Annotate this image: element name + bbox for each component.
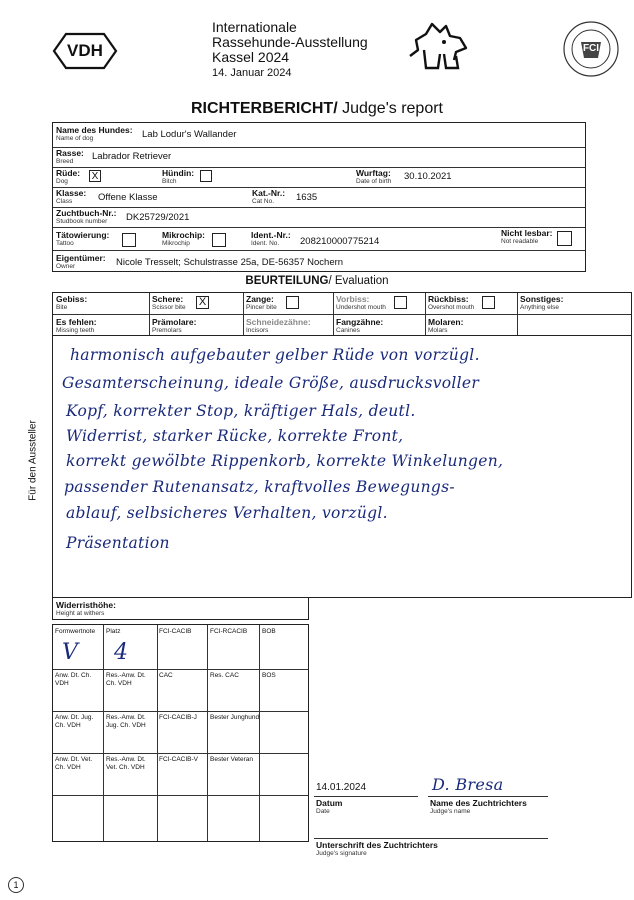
evaluation-line-6: passender Rutenansatz, kraftvolles Bewegungs-: [64, 478, 455, 496]
res-cac-label: Res. CAC: [210, 672, 239, 679]
male-label: Rüde: Dog: [56, 168, 81, 185]
judge-name-value: D. Bresa: [432, 775, 504, 794]
best-junior-label: Bester Junghund: [210, 714, 260, 721]
cat-value: 1635: [296, 192, 318, 203]
height-label: Widerristhöhe: Height at withers: [56, 600, 116, 617]
evaluation-line-4: Widerrist, starker Rücke, korrekte Front,: [66, 427, 404, 445]
class-value: Offene Klasse: [98, 192, 158, 203]
ident-label: Ident.-Nr.: Ident. No.: [251, 230, 291, 247]
scissor-bite-label: Schere: Scissor bite: [152, 294, 186, 311]
birth-value: 30.10.2021: [404, 171, 452, 182]
studbook-label: Zuchtbuch-Nr.: Studbook number: [56, 208, 117, 225]
undershot-checkbox[interactable]: [394, 296, 407, 309]
tattoo-checkbox[interactable]: [122, 233, 136, 247]
dog-name-label: Name des Hundes: Name of dog: [56, 125, 133, 142]
scissor-check-mark: X: [198, 296, 207, 308]
date-value: 14.01.2024: [316, 782, 367, 793]
premolars-label: Prämolare: Premolars: [152, 317, 197, 334]
owner-value: Nicole Tresselt; Schulstrasse 25a, DE-56357 Nochern: [116, 257, 344, 268]
not-readable-checkbox[interactable]: [557, 231, 572, 246]
pincer-bite-label: Zange: Pincer bite: [246, 294, 277, 311]
show-date: 14. Januar 2024: [212, 67, 292, 79]
date-line: [314, 796, 418, 797]
signature-label: Unterschrift des Zuchtrichters Judge's signature: [316, 840, 438, 857]
dt-jug-ch-vdh: Anw. Dt. Jug. Ch. VDH: [55, 714, 94, 729]
report-title-de: RICHTERBERICHT: [190, 100, 334, 117]
bob-header: BOB: [262, 628, 276, 635]
dt-ch-vdh: Anw. Dt. Ch. VDH: [55, 672, 92, 687]
evaluation-title: [0, 275, 634, 287]
report-title: [0, 100, 634, 118]
female-checkbox[interactable]: [200, 170, 212, 182]
pincer-bite-checkbox[interactable]: [286, 296, 299, 309]
show-title: [212, 20, 368, 81]
rcacib-header: FCI-RCACIB: [210, 628, 248, 635]
grading-value: V: [62, 640, 79, 665]
scissor-bite-checkbox[interactable]: [196, 296, 209, 309]
bite-label: Gebiss: Bite: [56, 294, 88, 311]
place-header: Platz: [106, 628, 121, 635]
dt-vet-ch-vdh: Anw. Dt. Vet. Ch. VDH: [55, 756, 93, 771]
evaluation-line-2: Gesamterscheinung, ideale Größe, ausdrucksvoller: [62, 374, 480, 392]
cac-label: CAC: [159, 672, 173, 679]
evaluation-line-1: harmonisch aufgebauter gelber Rüde von vorzügl.: [70, 346, 480, 364]
missing-teeth-label: Es fehlen: Missing teeth: [56, 317, 97, 334]
grading-header: Formwertnote: [55, 628, 96, 635]
molars-label: Molaren: Molars: [428, 317, 464, 334]
vdh-logo-text: VDH: [67, 41, 103, 60]
tattoo-label: Tätowierung: Tattoo: [56, 230, 110, 247]
class-label: Klasse: Class: [56, 188, 87, 205]
cacib-header: FCI-CACIB: [159, 628, 192, 635]
vdh-logo: [52, 30, 118, 72]
breed-value: Labrador Retriever: [92, 151, 172, 162]
side-label: Für den Aussteller: [27, 420, 39, 501]
studbook-value: DK25729/2021: [126, 212, 190, 223]
judge-name-label: Name des Zuchtrichters Judge's name: [430, 798, 527, 815]
report-title-sep: /: [333, 100, 338, 117]
bos-label: BOS: [262, 672, 276, 679]
report-title-en: Judge's report: [337, 100, 443, 117]
undershot-label: Vorbiss: Undershot mouth: [336, 294, 386, 311]
fci-logo: [562, 20, 620, 78]
birth-label: Wurftag: Date of birth: [356, 168, 392, 185]
evaluation-line-7: ablauf, selbsicheres Verhalten, vorzügl.: [66, 504, 388, 522]
evaluation-line-8: Präsentation: [66, 534, 170, 552]
cacib-v-label: FCI-CACIB-V: [159, 756, 198, 763]
res-dt-ch-vdh: Res.-Anw. Dt. Ch. VDH: [106, 672, 146, 687]
signature-line: [314, 838, 548, 839]
cat-label: Kat.-Nr.: Cat No.: [252, 188, 286, 205]
chip-label: Mikrochip: Mikrochip: [162, 230, 205, 247]
canines-label: Fangzähne: Canines: [336, 317, 384, 334]
evaluation-title-de: BEURTEILUNG: [245, 275, 329, 287]
title-line-2: Rassehunde-Ausstellung: [212, 34, 368, 50]
page-number: 1: [8, 877, 24, 893]
male-check-mark: X: [91, 171, 99, 182]
male-checkbox[interactable]: [89, 170, 101, 182]
not-readable-label: Nicht lesbar: Not readable: [501, 228, 553, 245]
breed-label: Rasse: Breed: [56, 148, 84, 165]
chip-checkbox[interactable]: [212, 233, 226, 247]
place-value: 4: [114, 640, 129, 665]
overshot-label: Rückbiss: Overshot mouth: [428, 294, 475, 311]
judge-name-line: [428, 796, 548, 797]
awards-grid: [52, 624, 309, 842]
overshot-checkbox[interactable]: [482, 296, 495, 309]
title-line-3: Kassel 2024: [212, 49, 290, 65]
title-line-1: Internationale: [212, 19, 297, 35]
res-dt-vet-ch-vdh: Res.-Anw. Dt. Vet. Ch. VDH: [106, 756, 146, 771]
date-label: Datum Date: [316, 798, 343, 815]
cacib-j-label: FCI-CACIB-J: [159, 714, 197, 721]
female-label: Hündin: Bitch: [162, 168, 195, 185]
anything-else-label: Sonstiges: Anything else: [520, 294, 564, 311]
dog-name-value: Lab Lodur's Wallander: [142, 129, 237, 140]
fci-logo-text: FCI: [582, 43, 600, 54]
incisors-label: Schneidezähne: Incisors: [246, 317, 311, 334]
res-dt-jug-ch-vdh: Res.-Anw. Dt. Jug. Ch. VDH: [106, 714, 146, 729]
evaluation-line-3: Kopf, korrekter Stop, kräftiger Hals, deutl.: [66, 402, 416, 420]
best-veteran-label: Bester Veteran: [210, 756, 253, 763]
owner-label: Eigentümer: Owner: [56, 253, 106, 270]
evaluation-title-en: / Evaluation: [328, 275, 389, 287]
dog-head-logo-icon: [404, 20, 470, 79]
evaluation-line-5: korrekt gewölbte Rippenkorb, korrekte Winkelungen,: [66, 452, 504, 470]
ident-value: 208210000775214: [300, 236, 380, 247]
